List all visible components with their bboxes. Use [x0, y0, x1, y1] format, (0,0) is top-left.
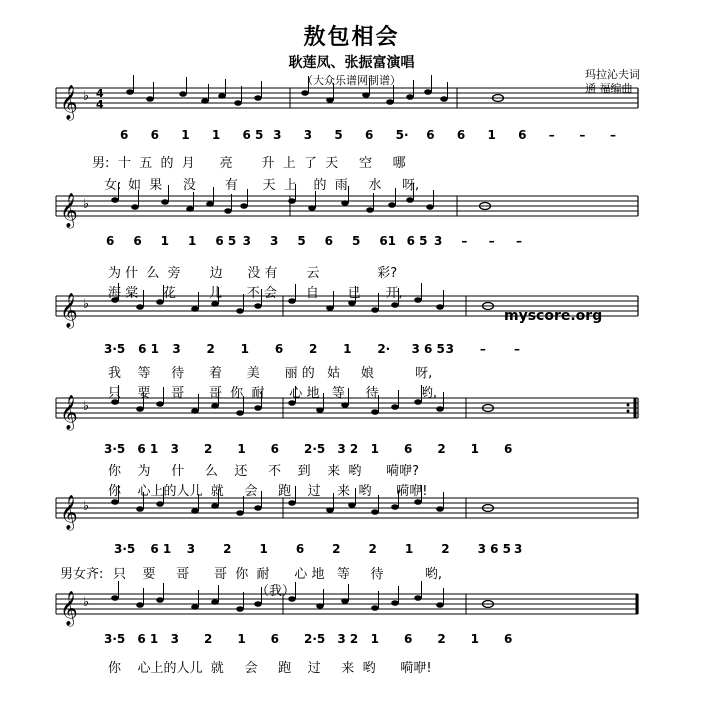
note-head: [211, 301, 219, 307]
jianpu-note: 3: [170, 442, 180, 456]
repeat-dot: [627, 404, 630, 407]
treble-clef: 𝄞: [60, 193, 78, 228]
repeat-dot: [627, 410, 630, 413]
note-head: [436, 602, 444, 608]
jianpu-note: 3 6 5: [477, 542, 512, 556]
jianpu-note: 3: [445, 342, 455, 356]
note-head: [316, 407, 324, 413]
note-head: [348, 300, 356, 306]
note-head: [186, 206, 194, 212]
voice-label: 男女齐:: [60, 567, 104, 582]
time-signature-bottom: 4: [96, 98, 104, 111]
note-head: [406, 94, 414, 100]
song-title: 敖包相会: [303, 25, 400, 50]
jianpu-note: 2: [204, 632, 213, 646]
jianpu-note: 6 5: [406, 234, 428, 248]
jianpu-note: 1: [404, 542, 414, 556]
jianpu-note: 2: [437, 442, 446, 456]
jianpu-note: 6 1: [138, 342, 160, 356]
note-head: [254, 601, 262, 607]
jianpu-note: 6: [456, 128, 466, 142]
note-head: [136, 406, 144, 412]
jianpu-note: 3: [303, 128, 313, 142]
jianpu-note: 2·5: [304, 442, 326, 456]
singers-line: 耿莲凤、张振富演唱: [288, 55, 415, 71]
key-signature-flat: ♭: [83, 499, 90, 514]
jianpu-note: –: [579, 128, 586, 142]
note-head: [234, 100, 242, 106]
jianpu-note: 1: [188, 234, 197, 248]
jianpu-note: 6: [270, 442, 280, 456]
key-signature-flat: ♭: [83, 297, 90, 312]
jianpu-note: 6: [133, 234, 142, 248]
jianpu-note: 6: [270, 632, 280, 646]
jianpu-note: 3: [172, 342, 181, 356]
lyric-line: 如 果 没 有 天 上 的 雨 水 呀,: [128, 178, 420, 193]
note-head: [371, 307, 379, 313]
jianpu-note: 1: [370, 442, 380, 456]
note-head: [391, 302, 399, 308]
note-head: [131, 204, 139, 210]
note-head: [341, 402, 349, 408]
jianpu-note: 1: [237, 632, 246, 646]
jianpu-note: 2·: [377, 342, 391, 356]
jianpu-note: 2: [204, 442, 213, 456]
lyric-line: 只 要 哥 哥 你 耐 心 地 等 待 哟,: [113, 567, 442, 582]
source-note: （大众乐谱网制谱）: [302, 74, 401, 87]
jianpu-note: 2: [441, 542, 450, 556]
jianpu-note: 6: [120, 128, 129, 142]
jianpu-note: 6: [274, 342, 284, 356]
lyric-line: 你 心上的人儿 就 会 跑 过 来 哟 嗬咿!: [108, 661, 432, 676]
note-head: [236, 410, 244, 416]
jianpu-note: 1: [237, 442, 246, 456]
note-head: [111, 595, 119, 601]
jianpu-note: 5: [352, 234, 361, 248]
note-head: [288, 198, 296, 204]
jianpu-note: 5: [334, 128, 343, 142]
lyric-line: 我 等 待 着 美 丽 的 姑 娘 呀,: [108, 366, 433, 381]
note-head: [362, 92, 370, 98]
note-head: [414, 499, 422, 505]
note-head: [191, 408, 199, 414]
voice-label: 男:: [92, 156, 110, 171]
note-head: [254, 505, 262, 511]
note-head: [224, 208, 232, 214]
jianpu-note: 3·5: [104, 442, 126, 456]
note-head: [191, 306, 199, 312]
jianpu-note: 1: [487, 128, 496, 142]
jianpu-note: 6 1: [150, 542, 172, 556]
lyricist-credit: 玛拉沁夫词: [585, 68, 640, 81]
jianpu-note: 2: [223, 542, 232, 556]
jianpu-note: 3·5: [114, 542, 136, 556]
note-head: [414, 595, 422, 601]
note-head: [254, 405, 262, 411]
note-head: [301, 90, 309, 96]
jianpu-note: 61: [379, 234, 397, 248]
note-head: [206, 201, 214, 207]
jianpu-note: 2: [206, 342, 215, 356]
jianpu-note: –: [548, 128, 555, 142]
note-head: [156, 597, 164, 603]
note-head: [111, 499, 119, 505]
note-head: [236, 308, 244, 314]
jianpu-note: 5·: [395, 128, 409, 142]
note-head: [424, 89, 432, 95]
jianpu-note: 3·5: [104, 342, 126, 356]
time-signature-top: 4: [96, 87, 104, 100]
note-head: [326, 507, 334, 513]
note-head: [371, 605, 379, 611]
key-signature-flat: ♭: [83, 89, 90, 104]
jianpu-note: 6: [365, 128, 374, 142]
jianpu-note: 6 5: [215, 234, 237, 248]
note-head: [218, 93, 226, 99]
note-head: [406, 197, 414, 203]
jianpu-note: 3: [242, 234, 252, 248]
note-head: [386, 99, 394, 105]
note-head: [136, 304, 144, 310]
note-head: [436, 506, 444, 512]
jianpu-note: 1: [240, 342, 250, 356]
jianpu-note: 3 2: [337, 632, 359, 646]
jianpu-note: 2: [437, 632, 446, 646]
jianpu-note: 1: [181, 128, 190, 142]
note-head: [388, 202, 396, 208]
jianpu-note: 3: [514, 542, 523, 556]
jianpu-note: 2: [368, 542, 377, 556]
key-signature-flat: ♭: [83, 595, 90, 610]
jianpu-note: 1: [470, 442, 480, 456]
note-head: [436, 406, 444, 412]
jianpu-note: 3: [170, 632, 180, 646]
jianpu-note: 6: [106, 234, 115, 248]
jianpu-note: 1: [160, 234, 170, 248]
jianpu-note: 6 1: [137, 442, 159, 456]
note-head: [211, 403, 219, 409]
lyric-line: 你 心上的人儿 就 会 跑 过 来 哟 嗬咿!: [108, 484, 428, 499]
note-head: [341, 598, 349, 604]
jianpu-note: 2: [332, 542, 341, 556]
jianpu-note: 6: [404, 442, 413, 456]
note-head: [326, 97, 334, 103]
jianpu-note: 6 5: [242, 128, 264, 142]
composer-credit: 通 福编曲: [585, 82, 633, 95]
note-head: [191, 604, 199, 610]
jianpu-note: 6: [518, 128, 527, 142]
note-head: [156, 501, 164, 507]
jianpu-note: 1: [343, 342, 352, 356]
note-head: [414, 297, 422, 303]
note-head: [156, 401, 164, 407]
jianpu-note: 5: [297, 234, 306, 248]
note-head: [288, 400, 296, 406]
jianpu-note: 6: [295, 542, 305, 556]
note-head: [179, 91, 187, 97]
jianpu-note: 2: [309, 342, 318, 356]
jianpu-note: 3 2: [337, 442, 359, 456]
lyric-line: 十 五 的 月 亮 升 上 了 天 空 哪: [118, 156, 406, 171]
note-head: [371, 409, 379, 415]
jianpu-note: 3: [434, 234, 443, 248]
note-head: [308, 205, 316, 211]
note-head: [240, 203, 248, 209]
lyric-line: 为 什 么 旁 边 没 有 云 彩?: [108, 266, 398, 281]
treble-clef: 𝄞: [60, 495, 78, 530]
key-signature-flat: ♭: [83, 197, 90, 212]
note-head: [316, 603, 324, 609]
jianpu-note: 6: [150, 128, 159, 142]
note-head: [426, 204, 434, 210]
jianpu-note: –: [610, 128, 616, 142]
jianpu-note: 3·5: [104, 632, 126, 646]
note-head: [191, 508, 199, 514]
jianpu-note: 3: [273, 128, 282, 142]
note-head: [254, 95, 262, 101]
jianpu-note: 1: [470, 632, 480, 646]
jianpu-note: 6: [404, 632, 413, 646]
note-head: [288, 500, 296, 506]
jianpu-note: –: [488, 234, 495, 248]
jianpu-note: 6: [504, 442, 513, 456]
jianpu-note: 3: [270, 234, 279, 248]
lyric-line: 你 为 什 么 还 不 到 来 哟 嗬咿?: [108, 464, 420, 479]
note-head: [440, 96, 448, 102]
note-head: [136, 602, 144, 608]
jianpu-note: 1: [370, 632, 380, 646]
lyric-line: 海 棠 花 儿 不 会 自 已 开,: [108, 286, 403, 301]
note-head: [201, 98, 209, 104]
note-head: [136, 506, 144, 512]
jianpu-note: –: [514, 342, 520, 356]
note-head: [348, 502, 356, 508]
lyric-annotation: （我）: [256, 584, 296, 599]
note-head: [391, 404, 399, 410]
note-head: [146, 96, 154, 102]
note-head: [211, 599, 219, 605]
note-head: [436, 304, 444, 310]
jianpu-note: 3: [186, 542, 196, 556]
jianpu-note: 6: [426, 128, 435, 142]
note-head: [371, 509, 379, 515]
treble-clef: 𝄞: [60, 85, 78, 120]
note-head: [391, 504, 399, 510]
note-head: [391, 600, 399, 606]
jianpu-note: –: [479, 342, 486, 356]
note-head: [126, 89, 134, 95]
note-head: [366, 207, 374, 213]
jianpu-note: 6 1: [137, 632, 159, 646]
watermark-text: myscore.org: [504, 308, 603, 324]
jianpu-note: –: [461, 234, 468, 248]
note-head: [236, 510, 244, 516]
jianpu-note: 1: [211, 128, 221, 142]
note-head: [341, 200, 349, 206]
treble-clef: 𝄞: [60, 591, 78, 626]
note-head: [111, 197, 119, 203]
voice-label: 女:: [104, 178, 122, 193]
jianpu-note: 1: [259, 542, 268, 556]
treble-clef: 𝄞: [60, 293, 78, 328]
jianpu-note: –: [516, 234, 522, 248]
jianpu-note: 6: [504, 632, 513, 646]
key-signature-flat: ♭: [83, 399, 90, 414]
note-head: [326, 305, 334, 311]
treble-clef: 𝄞: [60, 395, 78, 430]
jianpu-note: 2·5: [304, 632, 326, 646]
jianpu-note: 6: [324, 234, 334, 248]
note-head: [254, 303, 262, 309]
jianpu-note: 3 6 5: [411, 342, 445, 356]
note-head: [236, 606, 244, 612]
lyric-line: 只 要 哥 哥 你 耐 心 地 等 待 哟,: [108, 386, 437, 401]
note-head: [211, 503, 219, 509]
note-head: [161, 199, 169, 205]
